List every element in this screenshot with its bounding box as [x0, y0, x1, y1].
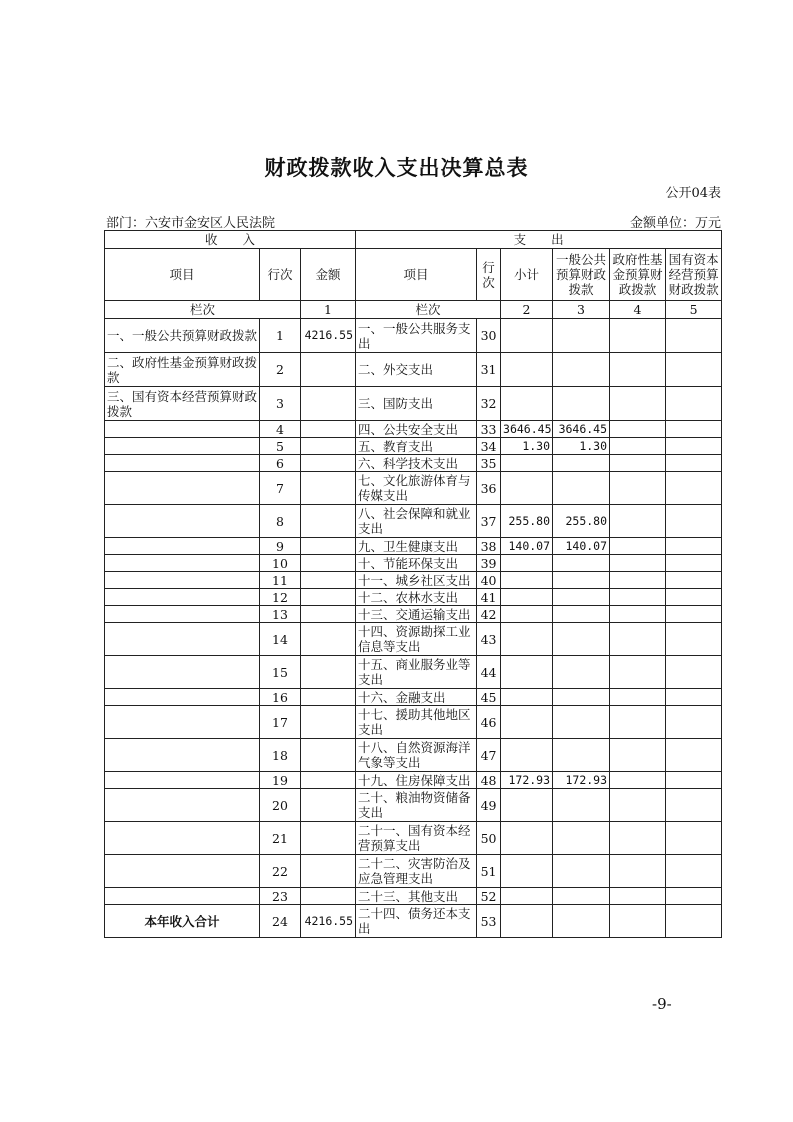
- subtotal-cell: [501, 739, 553, 772]
- subtotal-cell: [501, 689, 553, 706]
- expense-row-no-cell: 41: [477, 589, 501, 606]
- general-budget-cell: [553, 572, 610, 589]
- expense-item-cell: 六、科学技术支出: [356, 455, 477, 472]
- income-item-cell: [105, 855, 260, 888]
- subtotal-cell: 140.07: [501, 538, 553, 555]
- income-amount-cell: [301, 623, 356, 656]
- income-item-cell: [105, 589, 260, 606]
- gov-fund-cell: [610, 505, 666, 538]
- income-item-cell: [105, 772, 260, 789]
- income-row-no-cell: 14: [260, 623, 301, 656]
- col-subtotal: 小计: [501, 249, 553, 301]
- table-row: [105, 656, 722, 689]
- state-capital-cell: [666, 739, 722, 772]
- income-amount-cell: [301, 505, 356, 538]
- general-budget-cell: [553, 689, 610, 706]
- gov-fund-cell: [610, 739, 666, 772]
- gov-fund-cell: [610, 623, 666, 656]
- gov-fund-cell: [610, 538, 666, 555]
- income-amount-cell: [301, 455, 356, 472]
- income-row-no-cell: 1: [260, 319, 301, 353]
- expense-item-cell: 四、公共安全支出: [356, 421, 477, 438]
- col-item-income: 项目: [105, 249, 260, 301]
- expense-item-cell: 十二、农林水支出: [356, 589, 477, 606]
- budget-table: [104, 230, 722, 938]
- gov-fund-cell: [610, 555, 666, 572]
- column-index-state-capital: 5: [666, 301, 722, 319]
- income-item-cell: [105, 656, 260, 689]
- state-capital-cell: [666, 772, 722, 789]
- expense-row-no-cell: 44: [477, 656, 501, 689]
- income-item-cell: 一、一般公共预算财政拨款: [105, 319, 260, 353]
- gov-fund-cell: [610, 353, 666, 387]
- gov-fund-cell: [610, 606, 666, 623]
- column-index-subtotal: 2: [501, 301, 553, 319]
- gov-fund-cell: [610, 438, 666, 455]
- income-header: 收 入: [105, 231, 356, 249]
- expense-row-no-cell: 50: [477, 822, 501, 855]
- col-item-expense: 项目: [356, 249, 477, 301]
- table-row: [105, 538, 722, 555]
- table-row: [105, 789, 722, 822]
- expense-row-no-cell: 30: [477, 319, 501, 353]
- gov-fund-cell: [610, 472, 666, 505]
- expense-item-cell: 十一、城乡社区支出: [356, 572, 477, 589]
- income-amount-cell: [301, 387, 356, 421]
- subtotal-cell: [501, 455, 553, 472]
- general-budget-cell: 255.80: [553, 505, 610, 538]
- income-amount-cell: [301, 789, 356, 822]
- gov-fund-cell: [610, 855, 666, 888]
- subtotal-cell: [501, 572, 553, 589]
- general-budget-cell: [553, 789, 610, 822]
- table-row: [105, 606, 722, 623]
- income-amount-cell: [301, 538, 356, 555]
- state-capital-cell: [666, 572, 722, 589]
- col-general-budget: 一般公共预算财政拨款: [553, 249, 610, 301]
- state-capital-cell: [666, 353, 722, 387]
- income-amount-cell: [301, 438, 356, 455]
- table-row: [105, 822, 722, 855]
- expense-row-no-cell: 39: [477, 555, 501, 572]
- income-amount-cell: [301, 822, 356, 855]
- income-amount-cell: 4216.55: [301, 319, 356, 353]
- income-item-cell: [105, 706, 260, 739]
- column-index-gov-fund: 4: [610, 301, 666, 319]
- income-row-no-cell: 16: [260, 689, 301, 706]
- state-capital-cell: [666, 319, 722, 353]
- state-capital-cell: [666, 589, 722, 606]
- col-row-no-expense: 行次: [477, 249, 501, 301]
- income-amount-cell: [301, 772, 356, 789]
- income-row-no-cell: 9: [260, 538, 301, 555]
- subtotal-cell: [501, 822, 553, 855]
- state-capital-cell: [666, 822, 722, 855]
- expense-item-cell: 一、一般公共服务支出: [356, 319, 477, 353]
- income-item-cell: [105, 438, 260, 455]
- state-capital-cell: [666, 387, 722, 421]
- gov-fund-cell: [610, 387, 666, 421]
- income-item-cell: 本年收入合计: [105, 905, 260, 938]
- form-code: 公开04表: [665, 186, 721, 201]
- income-row-no-cell: 24: [260, 905, 301, 938]
- gov-fund-cell: [610, 689, 666, 706]
- expense-item-cell: 十三、交通运输支出: [356, 606, 477, 623]
- gov-fund-cell: [610, 455, 666, 472]
- expense-row-no-cell: 52: [477, 888, 501, 905]
- expense-item-cell: 二十一、国有资本经营预算支出: [356, 822, 477, 855]
- income-item-cell: [105, 606, 260, 623]
- state-capital-cell: [666, 855, 722, 888]
- income-item-cell: [105, 472, 260, 505]
- expense-row-no-cell: 42: [477, 606, 501, 623]
- expense-item-cell: 七、文化旅游体育与传媒支出: [356, 472, 477, 505]
- income-row-no-cell: 8: [260, 505, 301, 538]
- expense-header: 支 出: [356, 231, 722, 249]
- state-capital-cell: [666, 421, 722, 438]
- income-item-cell: 二、政府性基金预算财政拨款: [105, 353, 260, 387]
- expense-item-cell: 九、卫生健康支出: [356, 538, 477, 555]
- state-capital-cell: [666, 888, 722, 905]
- currency-unit-label: 金额单位：万元: [629, 216, 721, 231]
- general-budget-cell: [553, 822, 610, 855]
- income-row-no-cell: 21: [260, 822, 301, 855]
- page-number: -9-: [652, 995, 672, 1013]
- income-row-no-cell: 18: [260, 739, 301, 772]
- expense-row-no-cell: 31: [477, 353, 501, 387]
- table-row: [105, 421, 722, 438]
- subtotal-cell: [501, 888, 553, 905]
- income-row-no-cell: 10: [260, 555, 301, 572]
- state-capital-cell: [666, 623, 722, 656]
- general-budget-cell: [553, 623, 610, 656]
- table-row: [105, 589, 722, 606]
- subtotal-cell: [501, 905, 553, 938]
- expense-item-cell: 二十二、灾害防治及应急管理支出: [356, 855, 477, 888]
- table-row: [105, 623, 722, 656]
- expense-row-no-cell: 53: [477, 905, 501, 938]
- state-capital-cell: [666, 905, 722, 938]
- expense-item-cell: 二十、粮油物资储备支出: [356, 789, 477, 822]
- income-amount-cell: [301, 589, 356, 606]
- expense-row-no-cell: 45: [477, 689, 501, 706]
- table-row: [105, 353, 722, 387]
- income-amount-cell: [301, 706, 356, 739]
- general-budget-cell: [553, 606, 610, 623]
- income-row-no-cell: 2: [260, 353, 301, 387]
- col-gov-fund: 政府性基金预算财政拨款: [610, 249, 666, 301]
- income-row-no-cell: 19: [260, 772, 301, 789]
- general-budget-cell: [553, 855, 610, 888]
- table-row: [105, 319, 722, 353]
- subtotal-cell: 1.30: [501, 438, 553, 455]
- general-budget-cell: 3646.45: [553, 421, 610, 438]
- column-index-label: 栏次: [356, 301, 501, 319]
- income-row-no-cell: 17: [260, 706, 301, 739]
- income-row-no-cell: 13: [260, 606, 301, 623]
- state-capital-cell: [666, 606, 722, 623]
- expense-row-no-cell: 35: [477, 455, 501, 472]
- income-amount-cell: [301, 353, 356, 387]
- state-capital-cell: [666, 538, 722, 555]
- income-row-no-cell: 23: [260, 888, 301, 905]
- general-budget-cell: [553, 905, 610, 938]
- expense-item-cell: 十、节能环保支出: [356, 555, 477, 572]
- income-item-cell: [105, 739, 260, 772]
- gov-fund-cell: [610, 789, 666, 822]
- state-capital-cell: [666, 505, 722, 538]
- income-row-no-cell: 7: [260, 472, 301, 505]
- expense-item-cell: 十七、援助其他地区支出: [356, 706, 477, 739]
- income-item-cell: [105, 421, 260, 438]
- expense-row-no-cell: 36: [477, 472, 501, 505]
- page-title: 财政拨款收入支出决算总表: [264, 155, 529, 180]
- expense-item-cell: 十五、商业服务业等支出: [356, 656, 477, 689]
- expense-item-cell: 十八、自然资源海洋气象等支出: [356, 739, 477, 772]
- general-budget-cell: 172.93: [553, 772, 610, 789]
- income-item-cell: 三、国有资本经营预算财政拨款: [105, 387, 260, 421]
- income-amount-cell: [301, 888, 356, 905]
- gov-fund-cell: [610, 589, 666, 606]
- income-amount-cell: [301, 689, 356, 706]
- table-row: [105, 905, 722, 938]
- table-row: [105, 472, 722, 505]
- income-item-cell: [105, 505, 260, 538]
- income-amount-cell: [301, 855, 356, 888]
- expense-item-cell: 二十四、债务还本支出: [356, 905, 477, 938]
- table-row: [105, 888, 722, 905]
- column-index-general: 3: [553, 301, 610, 319]
- income-item-cell: [105, 572, 260, 589]
- gov-fund-cell: [610, 905, 666, 938]
- expense-row-no-cell: 43: [477, 623, 501, 656]
- expense-row-no-cell: 46: [477, 706, 501, 739]
- state-capital-cell: [666, 555, 722, 572]
- general-budget-cell: [553, 319, 610, 353]
- general-budget-cell: [553, 589, 610, 606]
- income-item-cell: [105, 623, 260, 656]
- income-row-no-cell: 15: [260, 656, 301, 689]
- income-row-no-cell: 20: [260, 789, 301, 822]
- gov-fund-cell: [610, 772, 666, 789]
- general-budget-cell: 140.07: [553, 538, 610, 555]
- subtotal-cell: [501, 623, 553, 656]
- subtotal-cell: [501, 589, 553, 606]
- table-row: [105, 572, 722, 589]
- income-amount-cell: [301, 739, 356, 772]
- income-amount-cell: [301, 555, 356, 572]
- gov-fund-cell: [610, 706, 666, 739]
- general-budget-cell: [553, 387, 610, 421]
- column-index-amount: 1: [301, 301, 356, 319]
- general-budget-cell: [553, 739, 610, 772]
- expense-row-no-cell: 33: [477, 421, 501, 438]
- table-row: [105, 455, 722, 472]
- table-row: [105, 689, 722, 706]
- general-budget-cell: [553, 656, 610, 689]
- column-index-label: 栏次: [105, 301, 301, 319]
- income-amount-cell: [301, 421, 356, 438]
- general-budget-cell: [553, 353, 610, 387]
- gov-fund-cell: [610, 822, 666, 855]
- subtotal-cell: 3646.45: [501, 421, 553, 438]
- expense-item-cell: 二、外交支出: [356, 353, 477, 387]
- income-item-cell: [105, 538, 260, 555]
- general-budget-cell: 1.30: [553, 438, 610, 455]
- state-capital-cell: [666, 472, 722, 505]
- table-row: [105, 706, 722, 739]
- expense-row-no-cell: 48: [477, 772, 501, 789]
- state-capital-cell: [666, 706, 722, 739]
- subtotal-cell: [501, 472, 553, 505]
- income-amount-cell: 4216.55: [301, 905, 356, 938]
- table-row: [105, 855, 722, 888]
- expense-row-no-cell: 38: [477, 538, 501, 555]
- income-item-cell: [105, 555, 260, 572]
- expense-item-cell: 五、教育支出: [356, 438, 477, 455]
- table-row: [105, 772, 722, 789]
- expense-item-cell: 十六、金融支出: [356, 689, 477, 706]
- gov-fund-cell: [610, 421, 666, 438]
- expense-row-no-cell: 40: [477, 572, 501, 589]
- gov-fund-cell: [610, 888, 666, 905]
- expense-item-cell: 三、国防支出: [356, 387, 477, 421]
- gov-fund-cell: [610, 319, 666, 353]
- expense-row-no-cell: 51: [477, 855, 501, 888]
- department-label: 部门：六安市金安区人民法院: [106, 216, 276, 231]
- income-row-no-cell: 3: [260, 387, 301, 421]
- income-amount-cell: [301, 606, 356, 623]
- state-capital-cell: [666, 789, 722, 822]
- income-row-no-cell: 11: [260, 572, 301, 589]
- general-budget-cell: [553, 888, 610, 905]
- general-budget-cell: [553, 472, 610, 505]
- general-budget-cell: [553, 555, 610, 572]
- table-row: [105, 555, 722, 572]
- state-capital-cell: [666, 438, 722, 455]
- subtotal-cell: [501, 706, 553, 739]
- expense-item-cell: 十九、住房保障支出: [356, 772, 477, 789]
- subtotal-cell: [501, 789, 553, 822]
- subtotal-cell: 255.80: [501, 505, 553, 538]
- income-row-no-cell: 5: [260, 438, 301, 455]
- income-row-no-cell: 12: [260, 589, 301, 606]
- subtotal-cell: [501, 555, 553, 572]
- state-capital-cell: [666, 689, 722, 706]
- expense-item-cell: 八、社会保障和就业支出: [356, 505, 477, 538]
- general-budget-cell: [553, 455, 610, 472]
- income-row-no-cell: 22: [260, 855, 301, 888]
- subtotal-cell: [501, 319, 553, 353]
- col-row-no-income: 行次: [260, 249, 301, 301]
- table-row: [105, 438, 722, 455]
- income-item-cell: [105, 822, 260, 855]
- table-row: [105, 387, 722, 421]
- income-item-cell: [105, 789, 260, 822]
- expense-row-no-cell: 47: [477, 739, 501, 772]
- gov-fund-cell: [610, 656, 666, 689]
- state-capital-cell: [666, 455, 722, 472]
- income-item-cell: [105, 888, 260, 905]
- income-row-no-cell: 6: [260, 455, 301, 472]
- subtotal-cell: [501, 353, 553, 387]
- expense-row-no-cell: 49: [477, 789, 501, 822]
- subtotal-cell: [501, 387, 553, 421]
- table-row: [105, 739, 722, 772]
- subtotal-cell: [501, 855, 553, 888]
- income-item-cell: [105, 455, 260, 472]
- state-capital-cell: [666, 656, 722, 689]
- expense-row-no-cell: 34: [477, 438, 501, 455]
- table-row: [105, 505, 722, 538]
- subtotal-cell: [501, 606, 553, 623]
- income-row-no-cell: 4: [260, 421, 301, 438]
- income-amount-cell: [301, 656, 356, 689]
- gov-fund-cell: [610, 572, 666, 589]
- subtotal-cell: 172.93: [501, 772, 553, 789]
- income-item-cell: [105, 689, 260, 706]
- income-amount-cell: [301, 572, 356, 589]
- expense-row-no-cell: 32: [477, 387, 501, 421]
- expense-row-no-cell: 37: [477, 505, 501, 538]
- income-amount-cell: [301, 472, 356, 505]
- col-amount: 金额: [301, 249, 356, 301]
- col-state-capital: 国有资本经营预算财政拨款: [666, 249, 722, 301]
- subtotal-cell: [501, 656, 553, 689]
- expense-item-cell: 二十三、其他支出: [356, 888, 477, 905]
- general-budget-cell: [553, 706, 610, 739]
- expense-item-cell: 十四、资源勘探工业信息等支出: [356, 623, 477, 656]
